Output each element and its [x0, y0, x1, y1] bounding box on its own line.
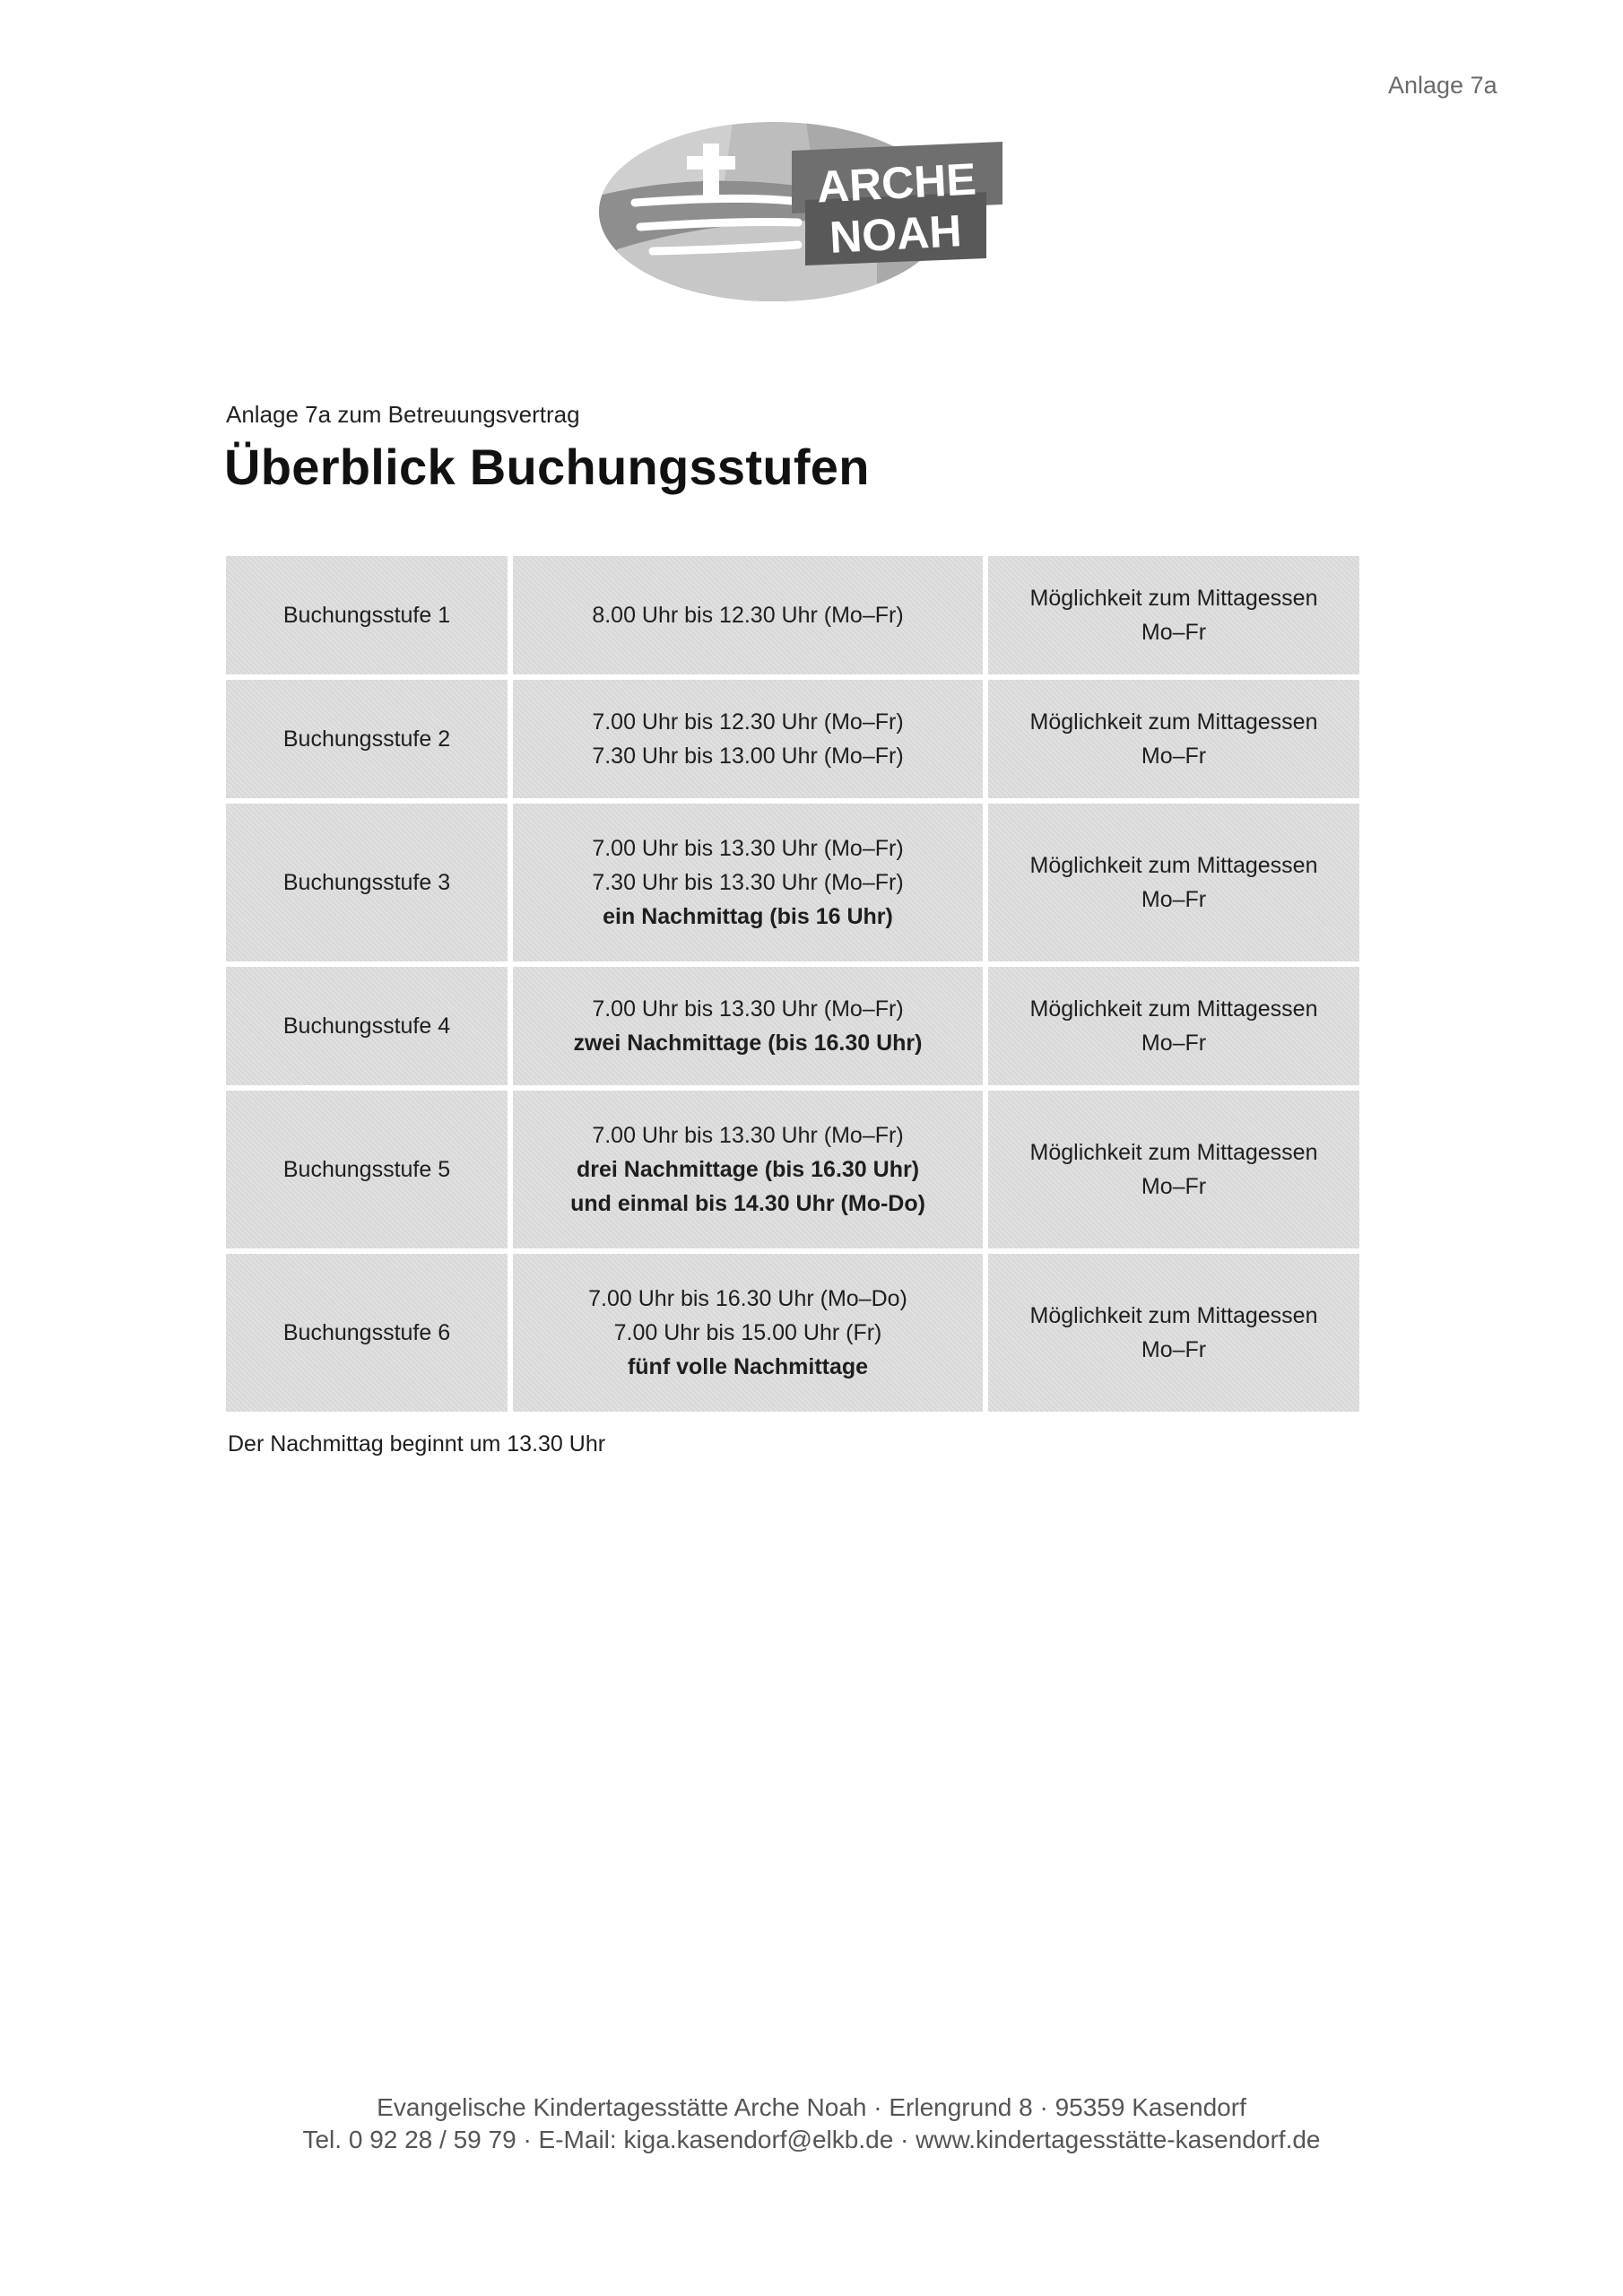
time-line-afternoon: drei Nachmittage (bis 16.30 Uhr)	[576, 1157, 920, 1182]
table-row	[226, 967, 1359, 1085]
lunch-line: Möglichkeit zum Mittagessen	[1029, 709, 1318, 735]
document-title: Überblick Buchungsstufen	[224, 439, 870, 495]
table-row	[226, 1254, 1359, 1412]
footer-contact: Tel. 0 92 28 / 59 79 · E-Mail: kiga.kasendorf@elkb.de · www.kindertagesstätte-kasendorf.de	[302, 2126, 1321, 2153]
time-line: 7.00 Uhr bis 15.00 Uhr (Fr)	[613, 1320, 882, 1345]
lunch-line: Möglichkeit zum Mittagessen	[1029, 586, 1318, 611]
afternoon-note: Der Nachmittag beginnt um 13.30 Uhr	[228, 1431, 606, 1457]
booking-times-cell	[513, 1091, 983, 1248]
lunch-cell	[988, 1254, 1359, 1412]
table-row	[226, 1091, 1359, 1248]
svg-text:ARCHE: ARCHE	[815, 153, 978, 213]
booking-level-cell: Buchungsstufe 3	[226, 804, 508, 961]
time-line-afternoon: und einmal bis 14.30 Uhr (Mo-Do)	[570, 1191, 925, 1216]
time-line-afternoon: zwei Nachmittage (bis 16.30 Uhr)	[573, 1031, 923, 1056]
table-row	[226, 680, 1359, 798]
lunch-days: Mo–Fr	[1141, 620, 1207, 645]
time-line: 7.00 Uhr bis 13.30 Uhr (Mo–Fr)	[592, 996, 904, 1022]
time-line: 8.00 Uhr bis 12.30 Uhr (Mo–Fr)	[592, 603, 904, 628]
booking-times-cell	[513, 1254, 983, 1412]
booking-times-cell	[513, 556, 983, 674]
lunch-line: Möglichkeit zum Mittagessen	[1029, 853, 1318, 878]
booking-times-cell	[513, 967, 983, 1085]
time-line: 7.00 Uhr bis 12.30 Uhr (Mo–Fr)	[592, 709, 904, 735]
arche-noah-logo-icon	[599, 115, 1011, 312]
lunch-cell	[988, 967, 1359, 1085]
booking-level-cell: Buchungsstufe 1	[226, 556, 508, 674]
lunch-line: Möglichkeit zum Mittagessen	[1029, 1303, 1318, 1328]
booking-times-cell	[513, 680, 983, 798]
lunch-line: Möglichkeit zum Mittagessen	[1029, 1140, 1318, 1165]
time-line: 7.30 Uhr bis 13.00 Uhr (Mo–Fr)	[592, 744, 904, 769]
booking-level-cell: Buchungsstufe 4	[226, 967, 508, 1085]
lunch-cell	[988, 804, 1359, 961]
booking-times-cell	[513, 804, 983, 961]
booking-levels-table	[226, 556, 1359, 1417]
annex-label: Anlage 7a	[1388, 72, 1497, 99]
time-line: 7.00 Uhr bis 16.30 Uhr (Mo–Do)	[588, 1286, 907, 1311]
time-line: 7.00 Uhr bis 13.30 Uhr (Mo–Fr)	[592, 1123, 904, 1148]
lunch-cell	[988, 556, 1359, 674]
lunch-cell	[988, 680, 1359, 798]
table-row	[226, 804, 1359, 961]
lunch-days: Mo–Fr	[1141, 1337, 1207, 1362]
booking-level-cell: Buchungsstufe 5	[226, 1091, 508, 1248]
time-line: 7.30 Uhr bis 13.30 Uhr (Mo–Fr)	[592, 870, 904, 895]
lunch-cell	[988, 1091, 1359, 1248]
svg-text:NOAH: NOAH	[828, 205, 963, 263]
lunch-days: Mo–Fr	[1141, 1031, 1207, 1056]
time-line-afternoon: ein Nachmittag (bis 16 Uhr)	[603, 904, 893, 929]
time-line-afternoon: fünf volle Nachmittage	[627, 1354, 869, 1379]
document-subtitle: Anlage 7a zum Betreuungsvertrag	[226, 401, 580, 428]
lunch-days: Mo–Fr	[1141, 744, 1207, 769]
footer-address: Evangelische Kindertagesstätte Arche Noah · Erlengrund 8 · 95359 Kasendorf	[377, 2093, 1246, 2121]
time-line: 7.00 Uhr bis 13.30 Uhr (Mo–Fr)	[592, 836, 904, 861]
footer	[0, 2092, 1623, 2156]
booking-level-cell: Buchungsstufe 6	[226, 1254, 508, 1412]
lunch-days: Mo–Fr	[1141, 887, 1207, 912]
lunch-line: Möglichkeit zum Mittagessen	[1029, 996, 1318, 1022]
booking-level-cell: Buchungsstufe 2	[226, 680, 508, 798]
lunch-days: Mo–Fr	[1141, 1174, 1207, 1199]
table-row	[226, 556, 1359, 674]
